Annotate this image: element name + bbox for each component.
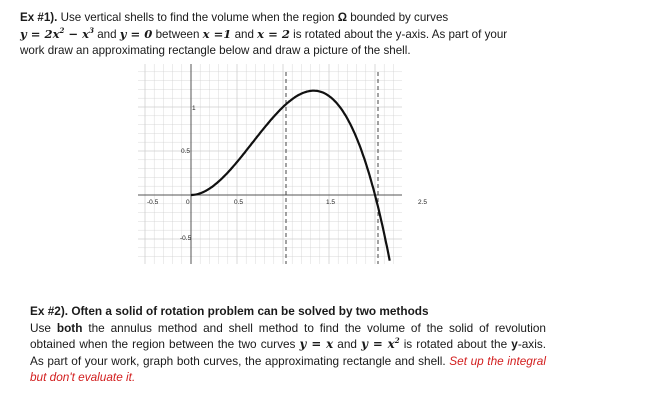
emphasis-both: both bbox=[56, 320, 83, 335]
function-graph bbox=[138, 64, 428, 264]
grid-lines bbox=[138, 64, 402, 264]
ex2-text-3: and bbox=[333, 337, 362, 351]
curve-1-base: y = 2x bbox=[20, 27, 60, 41]
cubic-curve bbox=[191, 91, 390, 261]
ex1-text-3: and bbox=[93, 28, 120, 41]
ex2-yvar: y bbox=[511, 337, 518, 351]
ex2-curve-2-exp: 2 bbox=[394, 336, 400, 346]
example-1-text bbox=[20, 10, 510, 59]
example-1-label: Ex #1). bbox=[20, 11, 58, 24]
bound-2: x = 2 bbox=[257, 27, 290, 41]
ex2-text-2: the annulus method and shell method to find the volume of the solid of revolution obtained when the region between the two curves bbox=[30, 320, 546, 351]
example-2-intro: Often a solid of rotation problem can be solved by two methods bbox=[68, 304, 429, 318]
y-tick-label: 0.5 bbox=[181, 148, 191, 155]
curve-1-exp-1: 2 bbox=[59, 26, 65, 36]
x-tick-label: 2.5 bbox=[418, 199, 428, 206]
ex2-curve-1: y = x bbox=[299, 337, 334, 351]
x-tick-label: 0.5 bbox=[234, 199, 244, 206]
example-2-text bbox=[30, 303, 546, 386]
ex2-text-1: Use bbox=[30, 320, 57, 335]
bound-1: x =1 bbox=[202, 27, 232, 41]
curve-1-mid: − x bbox=[64, 27, 90, 41]
ex2-curve-2 bbox=[361, 337, 400, 351]
curve-2: y = 0 bbox=[119, 27, 153, 41]
x-tick-label: -0.5 bbox=[147, 199, 159, 206]
ex1-text-5: and bbox=[231, 28, 258, 41]
x-tick-label: 1.5 bbox=[326, 199, 336, 206]
axes bbox=[138, 64, 402, 264]
ex1-text-1: Use vertical shells to find the volume when the region bbox=[57, 11, 338, 24]
y-tick-label: -0.5 bbox=[180, 235, 192, 242]
omega-symbol: Ω bbox=[337, 11, 348, 24]
ex1-text-6: is rotated about the y-axis. As part of your work draw an approximating rectangle below and draw a picture of the shell. bbox=[20, 28, 508, 57]
ex1-text-4: between bbox=[152, 28, 203, 41]
x-tick-label: 0 bbox=[186, 199, 190, 206]
curve-1 bbox=[20, 27, 94, 41]
ex2-curve-2-base: y = x bbox=[361, 337, 395, 351]
ex2-text-5: -axis. As part of your work, graph both curves, the approximating rectangle and shell. bbox=[30, 337, 546, 368]
example-2-label: Ex #2). bbox=[30, 304, 69, 318]
y-tick-label: 1 bbox=[192, 105, 196, 112]
instruction-note: Set up the integral but don't evaluate it. bbox=[30, 353, 546, 384]
ex1-text-2: bounded by curves bbox=[347, 11, 449, 24]
curve-1-exp-2: 3 bbox=[89, 26, 94, 36]
x-tick-labels bbox=[147, 199, 427, 206]
ex2-text-4: is rotated about the bbox=[399, 337, 512, 351]
